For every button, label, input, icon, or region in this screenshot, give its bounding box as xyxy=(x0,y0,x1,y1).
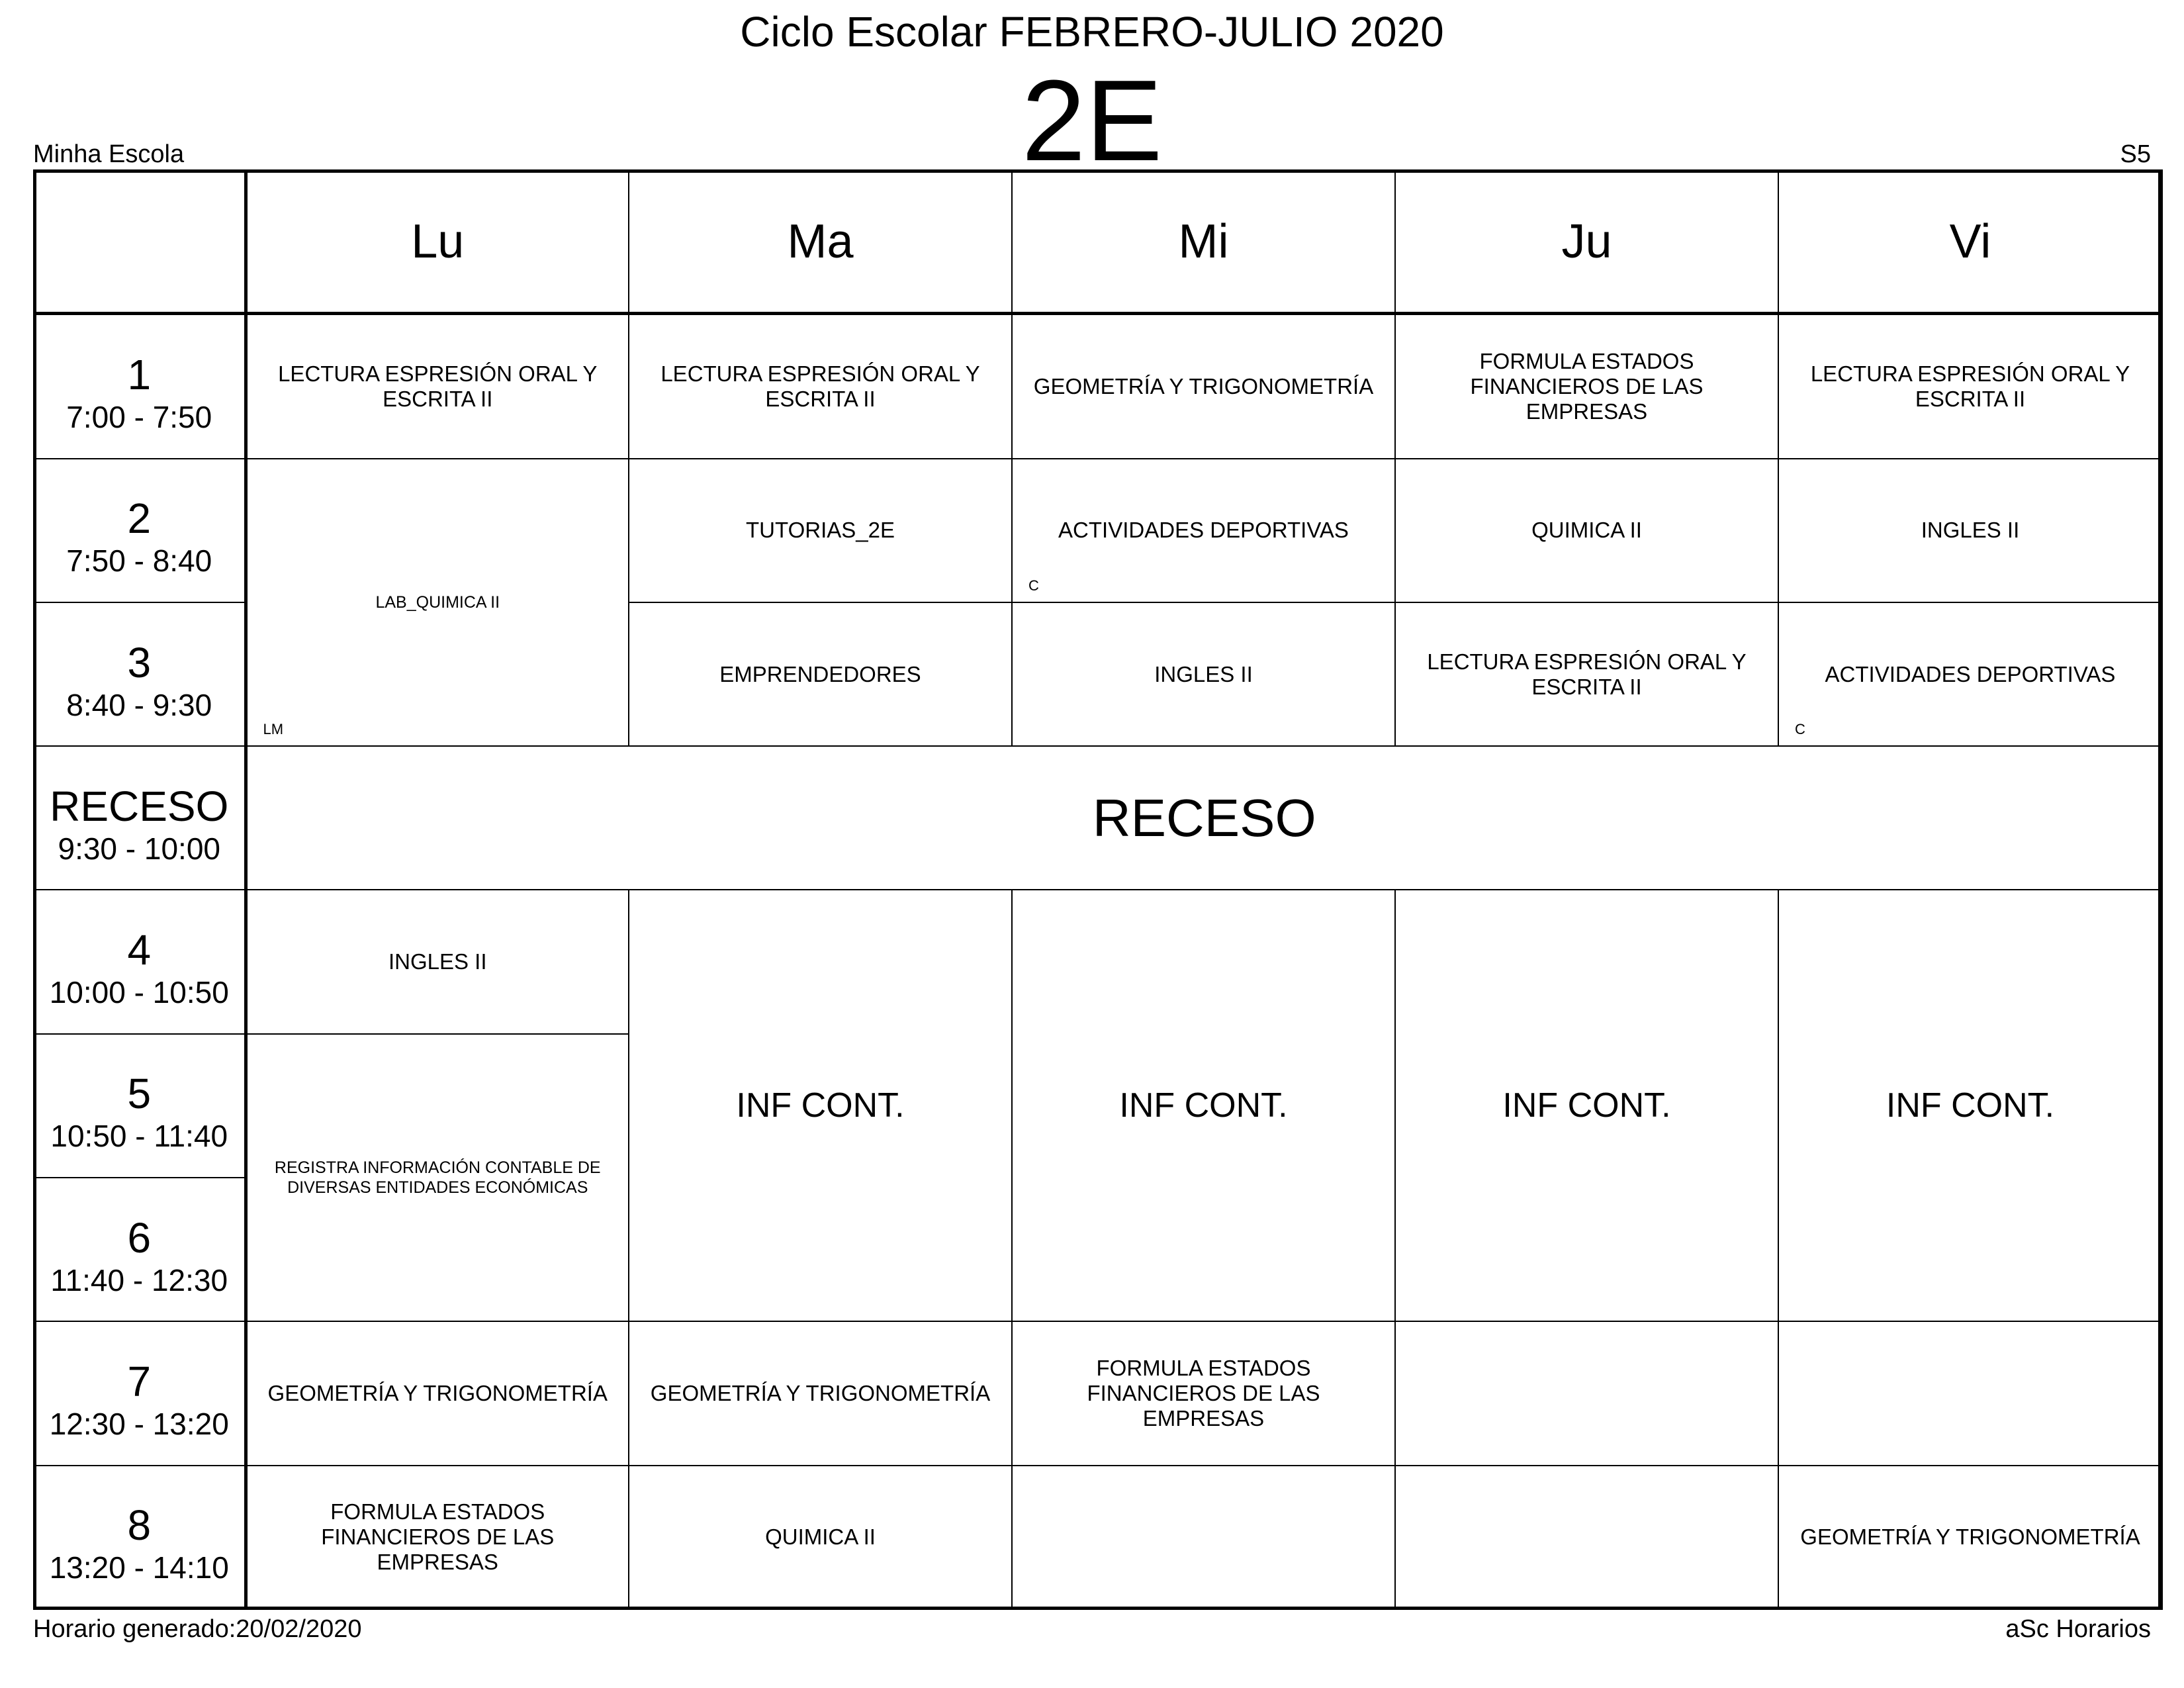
period-row-8 xyxy=(34,1466,2162,1609)
period-time: 10:50 - 11:40 xyxy=(50,1119,228,1154)
period-cell-5 xyxy=(34,1034,246,1178)
period-time: 12:30 - 13:20 xyxy=(49,1407,229,1441)
period-number: 4 xyxy=(127,926,152,974)
lesson-cell-p8-mi xyxy=(1012,1466,1395,1609)
lesson-cell-p23-lu xyxy=(246,459,629,747)
timetable-table xyxy=(33,169,2163,1610)
lesson-cell-p7-ma: GEOMETRÍA Y TRIGONOMETRÍA xyxy=(629,1321,1012,1465)
lesson-cell-p8-ma: QUIMICA II xyxy=(629,1466,1012,1609)
lesson-cell-p1-ma: LECTURA ESPRESIÓN ORAL Y ESCRITA II xyxy=(629,314,1012,459)
period-number: RECESO xyxy=(50,782,229,830)
day-header-lu: Lu xyxy=(246,170,629,314)
period-cell-7 xyxy=(34,1321,246,1465)
day-header-mi: Mi xyxy=(1012,170,1395,314)
corner-cell xyxy=(34,170,246,314)
period-time: 10:00 - 10:50 xyxy=(49,975,229,1010)
period-cell-8 xyxy=(34,1466,246,1609)
timetable-subtitle: Ciclo Escolar FEBRERO-JULIO 2020 xyxy=(740,8,1444,56)
period-row-4 xyxy=(34,890,2162,1033)
period-row-7 xyxy=(34,1321,2162,1465)
lesson-cell-p8-vi: GEOMETRÍA Y TRIGONOMETRÍA xyxy=(1778,1466,2162,1609)
lesson-cell-p1-ju: FORMULA ESTADOS FINANCIEROS DE LAS EMPRESAS xyxy=(1395,314,1778,459)
period-time: 13:20 - 14:10 xyxy=(49,1550,229,1585)
lesson-cell-p46-mi: INF CONT. xyxy=(1012,890,1395,1321)
room-code: C xyxy=(1795,721,1805,738)
period-cell-2 xyxy=(34,459,246,602)
day-header-vi: Vi xyxy=(1778,170,2162,314)
lesson-cell-p4-lu: INGLES II xyxy=(246,890,629,1033)
period-number: 1 xyxy=(127,350,152,399)
lesson-name: ACTIVIDADES DEPORTIVAS xyxy=(1058,518,1349,543)
lesson-cell-p2-ma: TUTORIAS_2E xyxy=(629,459,1012,602)
period-time: 9:30 - 10:00 xyxy=(58,831,221,866)
period-time: 7:00 - 7:50 xyxy=(66,399,212,434)
period-cell-1 xyxy=(34,314,246,459)
lesson-cell-p7-mi: FORMULA ESTADOS FINANCIEROS DE LAS EMPRESAS xyxy=(1012,1321,1395,1465)
lesson-name: ACTIVIDADES DEPORTIVAS xyxy=(1825,661,2116,686)
generated-date: Horario generado:20/02/2020 xyxy=(33,1615,362,1643)
period-number: 7 xyxy=(127,1358,152,1405)
day-header-ma: Ma xyxy=(629,170,1012,314)
period-row-recess xyxy=(34,746,2162,890)
school-name: Minha Escola xyxy=(33,140,185,168)
lesson-cell-p8-lu: FORMULA ESTADOS FINANCIEROS DE LAS EMPRESAS xyxy=(246,1466,629,1609)
lesson-cell-p7-ju xyxy=(1395,1321,1778,1465)
software-brand: aSc Horarios xyxy=(2005,1615,2151,1643)
period-cell-6 xyxy=(34,1178,246,1321)
period-number: 8 xyxy=(127,1501,152,1550)
period-number: 5 xyxy=(127,1070,152,1118)
lesson-cell-p46-vi: INF CONT. xyxy=(1778,890,2162,1321)
week-label: S5 xyxy=(2120,140,2151,168)
room-code: C xyxy=(1028,577,1039,594)
period-number: 6 xyxy=(127,1213,152,1262)
lesson-cell-p1-mi: GEOMETRÍA Y TRIGONOMETRÍA xyxy=(1012,314,1395,459)
period-cell-4 xyxy=(34,890,246,1033)
lesson-cell-p7-lu: GEOMETRÍA Y TRIGONOMETRÍA xyxy=(246,1321,629,1465)
lesson-cell-p2-mi xyxy=(1012,459,1395,602)
room-code: LM xyxy=(263,721,284,738)
period-time: 7:50 - 8:40 xyxy=(66,543,212,579)
period-number: 3 xyxy=(127,638,152,686)
day-header-row xyxy=(34,170,2162,314)
lesson-cell-p46-ju: INF CONT. xyxy=(1395,890,1778,1321)
timetable-grid xyxy=(33,169,2161,1610)
day-header-ju: Ju xyxy=(1395,170,1778,314)
recess-cell: RECESO xyxy=(246,746,2162,890)
period-cell-recess xyxy=(34,746,246,890)
lesson-cell-p2-ju: QUIMICA II xyxy=(1395,459,1778,602)
period-number: 2 xyxy=(127,494,152,543)
period-time: 8:40 - 9:30 xyxy=(66,687,212,722)
lesson-cell-p3-ma: EMPRENDEDORES xyxy=(629,602,1012,746)
period-cell-3 xyxy=(34,602,246,746)
lesson-cell-p3-ju: LECTURA ESPRESIÓN ORAL Y ESCRITA II xyxy=(1395,602,1778,746)
class-name-title: 2E xyxy=(1021,56,1163,185)
lesson-cell-p7-vi xyxy=(1778,1321,2162,1465)
period-row-2 xyxy=(34,459,2162,602)
lesson-cell-p2-vi: INGLES II xyxy=(1778,459,2162,602)
lesson-cell-p56-lu: REGISTRA INFORMACIÓN CONTABLE DE DIVERSAS ENTIDADES ECONÓMICAS xyxy=(246,1034,629,1322)
lesson-name: LAB_QUIMICA II xyxy=(375,592,500,612)
period-row-1 xyxy=(34,314,2162,459)
lesson-cell-p1-lu: LECTURA ESPRESIÓN ORAL Y ESCRITA II xyxy=(246,314,629,459)
lesson-cell-p3-vi xyxy=(1778,602,2162,746)
lesson-cell-p3-mi: INGLES II xyxy=(1012,602,1395,746)
lesson-cell-p8-ju xyxy=(1395,1466,1778,1609)
lesson-cell-p46-ma: INF CONT. xyxy=(629,890,1012,1321)
lesson-cell-p1-vi: LECTURA ESPRESIÓN ORAL Y ESCRITA II xyxy=(1778,314,2162,459)
period-time: 11:40 - 12:30 xyxy=(50,1262,228,1297)
